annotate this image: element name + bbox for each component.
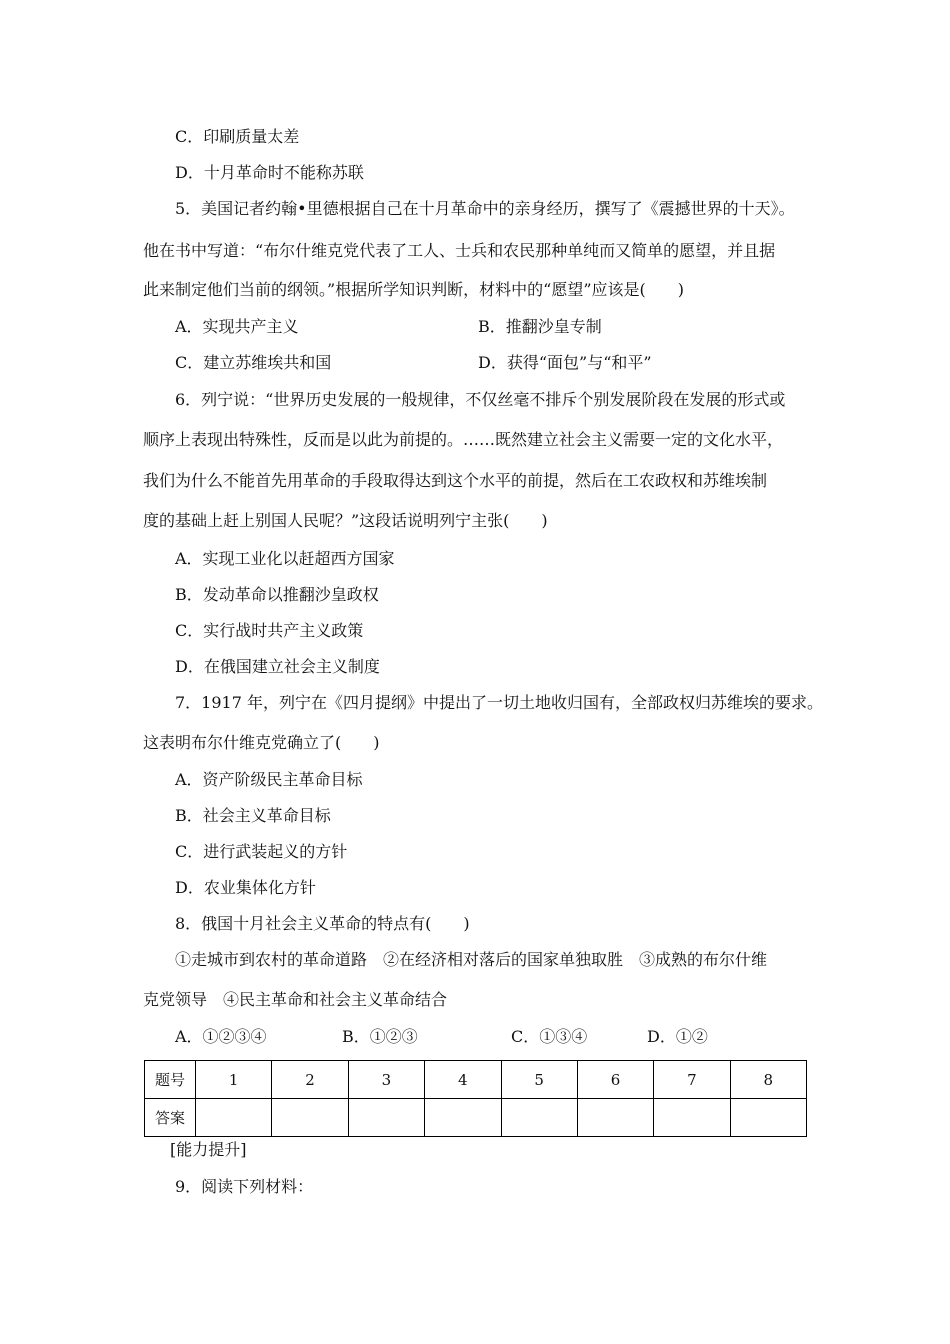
answer-cell[interactable]: [425, 1099, 501, 1137]
answer-cell[interactable]: [730, 1099, 806, 1137]
answer-cell[interactable]: [348, 1099, 424, 1137]
section-title: [能力提升]: [170, 1140, 247, 1159]
answer-cell[interactable]: [196, 1099, 272, 1137]
q4-option-d: D．十月革命时不能称苏联: [175, 163, 364, 182]
q7-stem-line1: 7．1917 年，列宁在《四月提纲》中提出了一切土地收归国有，全部政权归苏维埃的要求。: [175, 693, 823, 712]
question-number-cell: 5: [501, 1061, 577, 1099]
q6-stem-line2: 顺序上表现出特殊性，反而是以此为前提的。……既然建立社会主义需要一定的文化水平，: [143, 430, 784, 449]
q6-stem-line1: 6．列宁说：“世界历史发展的一般规律，不仅丝毫不排斥个别发展阶段在发展的形式或: [175, 390, 786, 409]
q6-option-d: D．在俄国建立社会主义制度: [175, 657, 380, 676]
question-number-cell: 2: [272, 1061, 348, 1099]
q8-stem-line2: ①走城市到农村的革命道路 ②在经济相对落后的国家单独取胜 ③成熟的布尔什维: [175, 950, 768, 969]
q9-stem-line1: 9．阅读下列材料：: [175, 1177, 314, 1196]
answer-table-header-row: [145, 1061, 807, 1099]
question-number-cell: 7: [654, 1061, 730, 1099]
answer-table: [144, 1060, 807, 1137]
q6-option-b: B．发动革命以推翻沙皇政权: [175, 585, 379, 604]
q7-stem-line2: 这表明布尔什维克党确立了( ): [143, 733, 380, 752]
q8-option-b: B．①②③: [342, 1027, 418, 1046]
q8-option-c: C．①③④: [511, 1027, 588, 1046]
q5-option-a: A．实现共产主义: [175, 317, 299, 336]
answer-cell[interactable]: [654, 1099, 730, 1137]
question-number-cell: 8: [730, 1061, 806, 1099]
q5-stem-line3: 此来制定他们当前的纲领。”根据所学知识判断，材料中的“愿望”应该是( ): [143, 280, 685, 299]
answer-cell[interactable]: [501, 1099, 577, 1137]
q4-option-c: C．印刷质量太差: [175, 127, 300, 146]
q8-option-d: D．①②: [647, 1027, 708, 1046]
q6-option-a: A．实现工业化以赶超西方国家: [175, 549, 395, 568]
q7-option-d: D．农业集体化方针: [175, 878, 316, 897]
question-number-cell: 1: [196, 1061, 272, 1099]
q5-option-d: D．获得“面包”与“和平”: [478, 353, 652, 372]
q7-option-c: C．进行武装起义的方针: [175, 842, 348, 861]
q6-stem-line3: 我们为什么不能首先用革命的手段取得达到这个水平的前提，然后在工农政权和苏维埃制: [143, 471, 768, 490]
q8-stem-line3: 克党领导 ④民主革命和社会主义革命结合: [143, 990, 448, 1009]
q8-stem-line1: 8．俄国十月社会主义革命的特点有( ): [175, 914, 470, 933]
q7-option-b: B．社会主义革命目标: [175, 806, 331, 825]
answer-label: 答案: [145, 1099, 196, 1137]
q8-option-a: A．①②③④: [175, 1027, 267, 1046]
question-number-cell: 3: [348, 1061, 424, 1099]
q5-option-c: C．建立苏维埃共和国: [175, 353, 332, 372]
question-number-label: 题号: [145, 1061, 196, 1099]
question-number-cell: 6: [577, 1061, 653, 1099]
q6-stem-line4: 度的基础上赶上别国人民呢？”这段话说明列宁主张( ): [143, 511, 548, 530]
q7-option-a: A．资产阶级民主革命目标: [175, 770, 363, 789]
q5-stem-line1: 5．美国记者约翰•里德根据自己在十月革命中的亲身经历，撰写了《震撼世界的十天》。: [175, 199, 795, 218]
q5-stem-line2: 他在书中写道：“布尔什维克党代表了工人、士兵和农民那种单纯而又简单的愿望，并且据: [143, 241, 776, 260]
q5-option-b: B．推翻沙皇专制: [478, 317, 602, 336]
question-number-cell: 4: [425, 1061, 501, 1099]
answer-cell[interactable]: [577, 1099, 653, 1137]
answer-table-answer-row: [145, 1099, 807, 1137]
q6-option-c: C．实行战时共产主义政策: [175, 621, 364, 640]
answer-cell[interactable]: [272, 1099, 348, 1137]
